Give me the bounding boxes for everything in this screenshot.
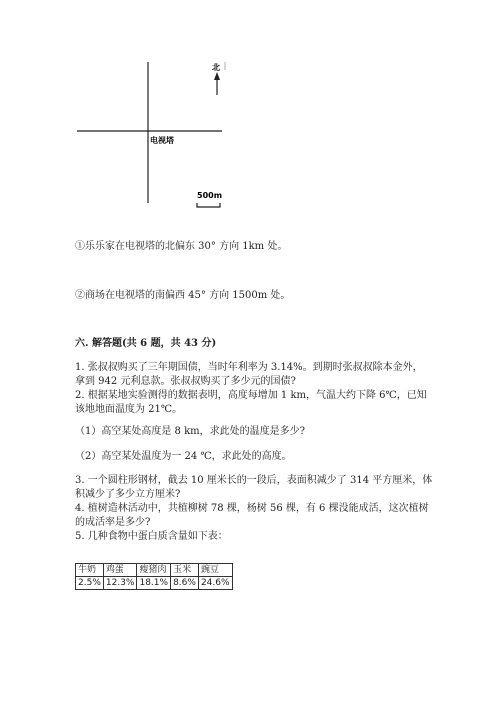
problem-2-line-2: 该地地面温度为 21℃。 bbox=[75, 404, 183, 415]
table-cell: 18.1% bbox=[137, 577, 171, 590]
protein-table bbox=[75, 563, 233, 590]
scale-label: 500m bbox=[197, 191, 223, 200]
table-cell: 8.6% bbox=[171, 577, 199, 590]
north-arrow-head bbox=[214, 72, 220, 80]
question-2: ②商场在电视塔的南偏西 45° 方向 1500m 处。 bbox=[75, 290, 291, 301]
north-label: 北 bbox=[212, 63, 220, 72]
question-1: ①乐乐家在电视塔的北偏东 30° 方向 1km 处。 bbox=[75, 241, 288, 252]
scale-bar bbox=[197, 203, 220, 207]
table-header-row bbox=[76, 564, 233, 577]
problem-1-line-1: 1. 张叔叔购买了三年期国债，当时年利率为 3.14%。到期时张叔叔除本金外， bbox=[75, 362, 423, 373]
table-header-cell: 豌豆 bbox=[198, 564, 232, 577]
table-cell: 24.6% bbox=[198, 577, 232, 590]
table-header-cell: 瘦猪肉 bbox=[137, 564, 171, 577]
problem-5-line-1: 5. 几种食物中蛋白质含量如下表： bbox=[75, 531, 228, 542]
table-header-cell: 玉米 bbox=[171, 564, 199, 577]
direction-diagram bbox=[0, 0, 500, 230]
problem-3-line-2: 积减少了多少立方厘米? bbox=[75, 489, 181, 500]
problem-2-sub-1: （1）高空某处高度是 8 km，求此处的温度是多少? bbox=[75, 426, 305, 437]
problem-3-line-1: 3. 一个圆柱形钢材，截去 10 厘米长的一段后，表面积减少了 314 平方厘米，体 bbox=[75, 475, 433, 486]
table-header-cell: 牛奶 bbox=[76, 564, 104, 577]
problem-4-line-1: 4. 植树造林活动中，共植柳树 78 棵，杨树 56 棵，有 6 棵没能成活，这次植树 bbox=[75, 503, 429, 514]
problem-2-line-1: 2. 根据某地实验测得的数据表明，高度每增加 1 km，气温大约下降 6℃，已知 bbox=[75, 390, 427, 401]
section-title: 六. 解答题(共 6 题，共 43 分) bbox=[75, 338, 217, 349]
center-label: 电视塔 bbox=[150, 136, 174, 145]
table-header-cell: 鸡蛋 bbox=[103, 564, 137, 577]
problem-4-line-2: 的成活率是多少? bbox=[75, 517, 151, 528]
problem-1-line-2: 拿到 942 元利息款。张叔叔购买了多少元的国债? bbox=[75, 376, 296, 387]
table-row bbox=[76, 577, 233, 590]
problem-2-sub-2: （2）高空某处温度为一 24 ℃，求此处的高度。 bbox=[75, 451, 292, 462]
table-cell: 12.3% bbox=[103, 577, 137, 590]
table-cell: 2.5% bbox=[76, 577, 104, 590]
